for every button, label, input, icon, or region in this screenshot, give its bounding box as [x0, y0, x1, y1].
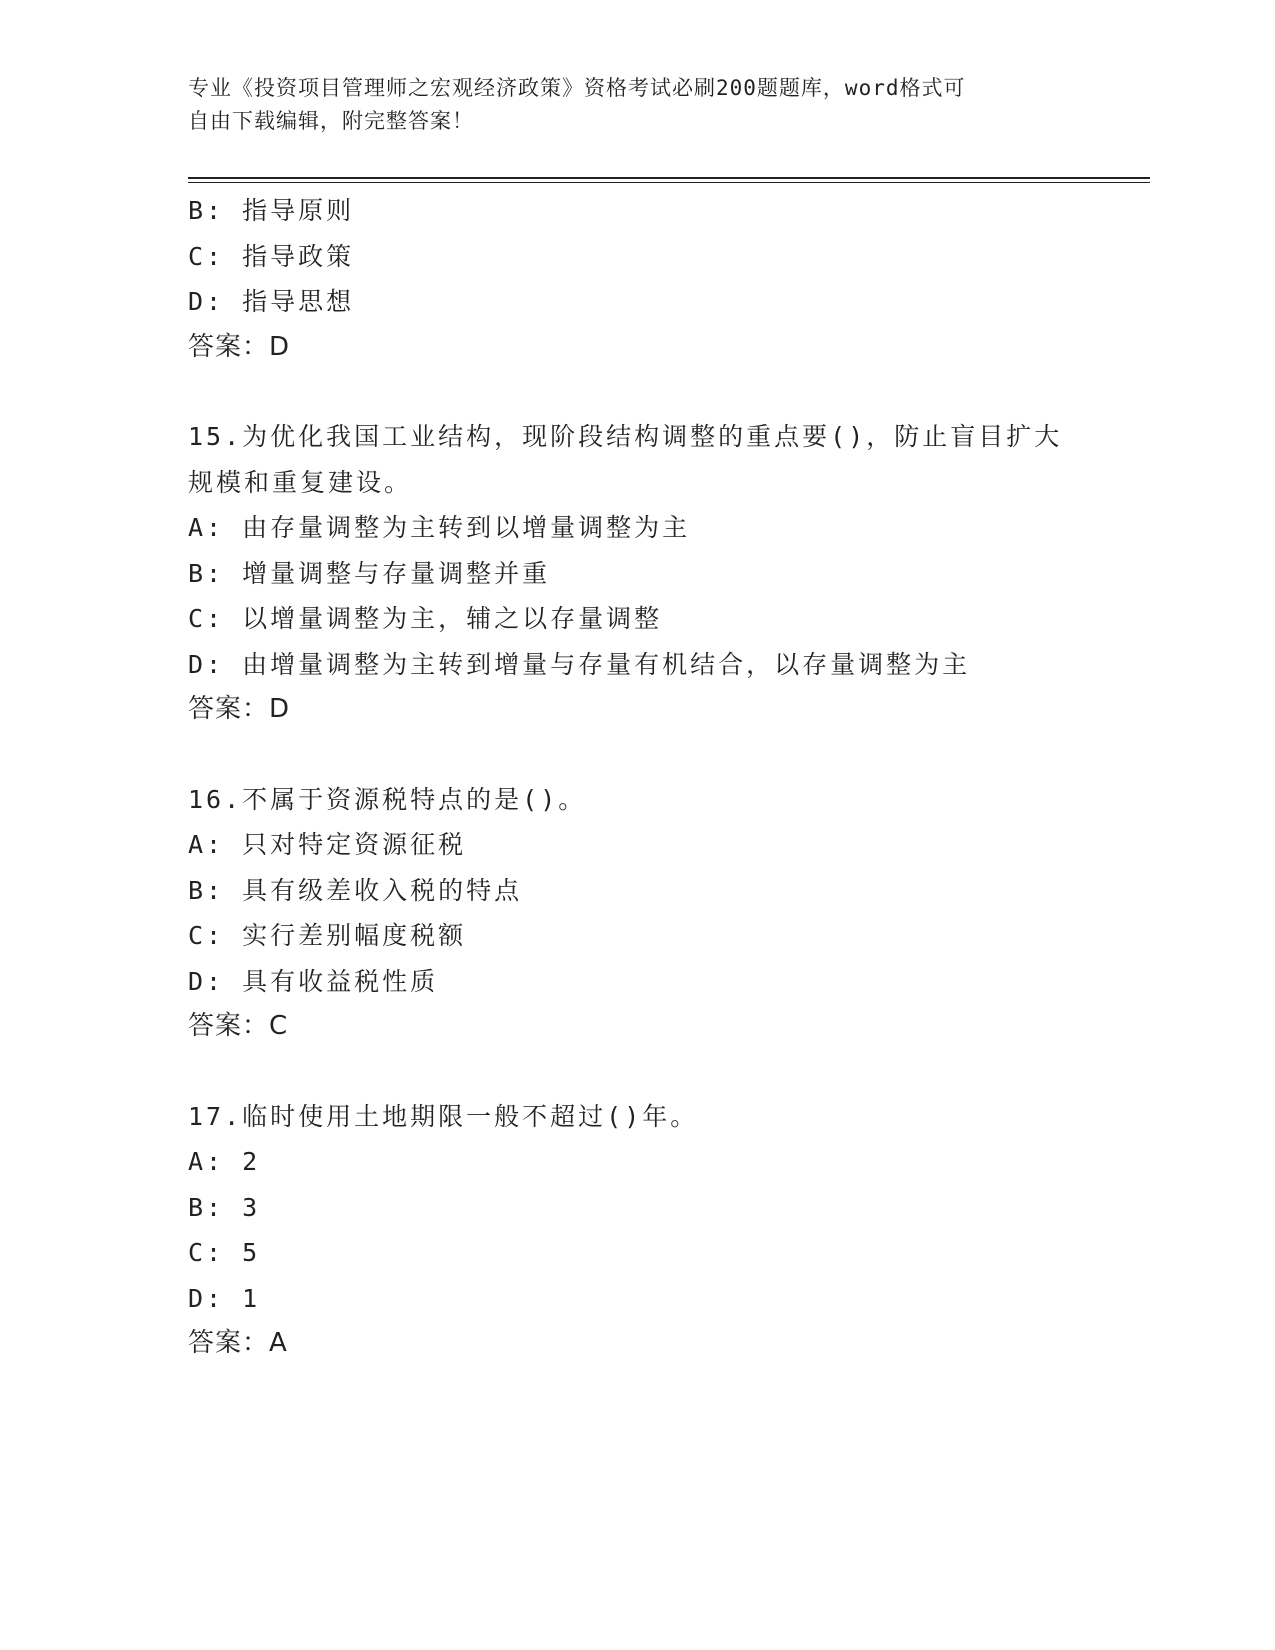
answer-line: 答案：D — [188, 331, 291, 362]
question-stem-line-1: 16.不属于资源税特点的是()。 — [188, 784, 587, 814]
option-d: D: 指导思想 — [188, 287, 355, 316]
option-d: D: 由增量调整为主转到增量与存量有机结合，以存量调整为主 — [188, 649, 971, 679]
option-a: A: 由存量调整为主转到以增量调整为主 — [188, 513, 691, 542]
answer-line: 答案：D — [188, 694, 291, 724]
header-rule-thick — [188, 177, 1150, 179]
question-list — [188, 188, 1108, 1367]
option-b: B: 指导原则 — [188, 196, 355, 225]
option-c: C: 以增量调整为主，辅之以存量调整 — [188, 604, 663, 633]
question-16 — [188, 777, 1108, 1050]
header-line-2: 自由下载编辑，附完整答案！ — [188, 109, 474, 133]
answer-line: 答案：A — [188, 1328, 288, 1358]
answer-line: 答案：C — [188, 1011, 289, 1041]
option-c: C: 指导政策 — [188, 241, 355, 271]
header-line-1: 专业《投资项目管理师之宏观经济政策》资格考试必刷200题题库，word格式可 — [188, 76, 966, 100]
option-a: A: 只对特定资源征税 — [188, 830, 467, 859]
question-17 — [188, 1094, 1108, 1367]
option-d: D: 具有收益税性质 — [188, 966, 439, 996]
option-b: B: 增量调整与存量调整并重 — [188, 558, 551, 588]
option-a: A: 2 — [188, 1147, 261, 1176]
header-rule-thin — [188, 182, 1150, 183]
question-stem-line-1: 17.临时使用土地期限一般不超过()年。 — [188, 1101, 699, 1131]
question-14-continued — [188, 188, 1108, 370]
option-d: D: 1 — [188, 1283, 261, 1313]
option-c: C: 实行差别幅度税额 — [188, 921, 467, 950]
document-header — [188, 72, 1088, 138]
option-b: B: 3 — [188, 1192, 261, 1222]
option-b: B: 具有级差收入税的特点 — [188, 875, 523, 905]
question-stem-line-1: 15.为优化我国工业结构，现阶段结构调整的重点要()，防止盲目扩大 — [188, 422, 1063, 451]
question-15 — [188, 414, 1108, 733]
question-stem-line-2: 规模和重复建设。 — [188, 467, 413, 497]
option-c: C: 5 — [188, 1238, 261, 1267]
